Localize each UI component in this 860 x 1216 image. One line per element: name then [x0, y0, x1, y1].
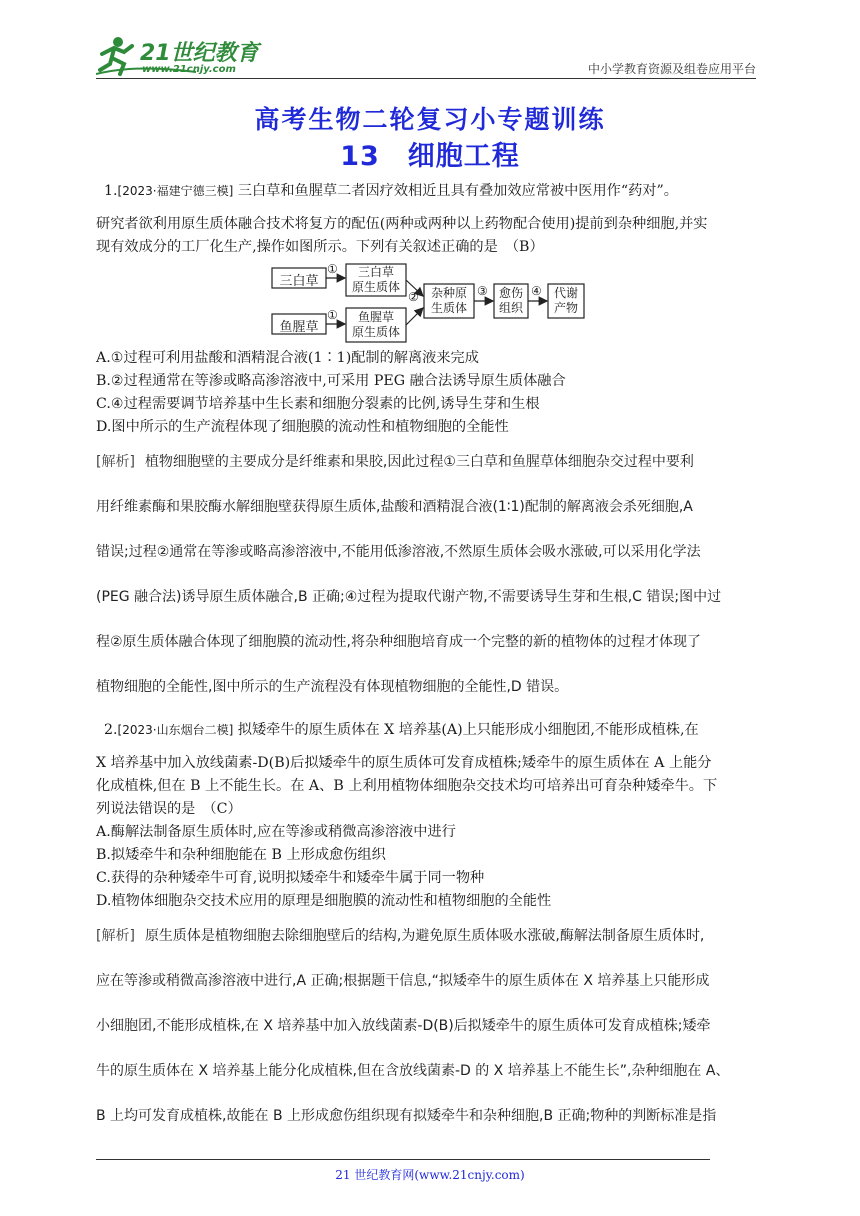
q2-option-d: D.植物体细胞杂交技术应用的原理是细胞膜的流动性和植物细胞的全能性: [96, 893, 552, 909]
q1-analysis-line-6: 植物细胞的全能性,图中所示的生产流程没有体现植物细胞的全能性,D 错误。: [96, 679, 569, 695]
q2-stem-4: 列说法错误的是 （C）: [96, 801, 242, 817]
q1-source: [2023·福建宁德三模]: [117, 184, 234, 198]
q1-stem-1: 三白草和鱼腥草二者因疗效相近且具有叠加效应常被中医用作“药对”。: [237, 183, 678, 199]
q2-option-a: A.酶解法制备原生质体时,应在等渗或稍微高渗溶液中进行: [96, 824, 456, 840]
q1-analysis-text-1: 植物细胞壁的主要成分是纤维素和果胶,因此过程①三白草和鱼腥草体细胞杂交过程中要利: [144, 454, 694, 470]
flow-node-proto1-line1: 三白草: [357, 265, 394, 279]
flow-node-product-line2: 产物: [553, 301, 578, 315]
q1-analysis-line-1: [96, 452, 694, 472]
logo-url: www.21cnjy.com: [142, 64, 236, 75]
q2-line1: [104, 721, 699, 739]
page-subtitle: 13 细胞工程: [340, 141, 520, 172]
q2-stem-1: 拟矮牵牛的原生质体在 X 培养基(A)上只能形成小细胞团,不能形成植株,在: [237, 722, 699, 738]
header-platform-text: 中小学教育资源及组卷应用平台: [587, 62, 756, 76]
header-divider: [96, 78, 756, 79]
flow-node-proto1-line2: 原生质体: [351, 280, 400, 294]
flow-step-1-bottom: ①: [327, 308, 338, 322]
q1-analysis-line-2: 用纤维素酶和果胶酶水解细胞壁获得原生质体,盐酸和酒精混合液(1∶1)配制的解离液会杀死细胞,A: [96, 499, 693, 515]
q1-option-b: B.②过程通常在等渗或略高渗溶液中,可采用 PEG 融合法诱导原生质体融合: [96, 373, 566, 389]
flow-node-hybrid: [424, 286, 474, 316]
flow-node-hybrid-line1: 杂种原: [430, 286, 467, 300]
q2-analysis-line-1: [96, 926, 704, 946]
q2-analysis-text-1: 原生质体是植物细胞去除细胞壁后的结构,为避免原生质体吸水涨破,酶解法制备原生质体时,: [144, 928, 705, 944]
flow-node-sanbaicao: 三白草: [279, 274, 319, 289]
footer-text: 21 世纪教育网(www.21cnjy.com): [335, 1168, 525, 1182]
q2-option-b: B.拟矮牵牛和杂种细胞能在 B 上形成愈伤组织: [96, 847, 386, 863]
flow-node-proto2-line1: 鱼腥草: [357, 310, 394, 324]
flow-node-callus: [494, 286, 528, 316]
flow-step-2: ②: [408, 290, 419, 304]
q1-analysis-line-3: 错误;过程②通常在等渗或略高渗溶液中,不能用低渗溶液,不然原生质体会吸水涨破,可以采用化学法: [96, 544, 701, 560]
flow-step-3: ③: [477, 284, 488, 298]
flow-step-4: ④: [531, 284, 542, 298]
q1-stem-3: 现有效成分的工厂化生产,操作如图所示。下列有关叙述正确的是 （B）: [96, 239, 544, 255]
flow-node-yuxingcao: 鱼腥草: [279, 320, 319, 335]
q1-stem-2: 研究者欲利用原生质体融合技术将复方的配伍(两种或两种以上药物配合使用)提前到杂种细胞,并实: [96, 216, 708, 232]
q2-number: 2.: [104, 722, 118, 738]
process-flowchart: [268, 262, 598, 346]
flow-node-callus-line1: 愈伤: [498, 286, 523, 300]
site-logo: [96, 34, 266, 78]
q2-analysis-line-5: B 上均可发育成植株,故能在 B 上形成愈伤组织现有拟矮牵牛和杂种细胞,B 正确;物种的判断标准是指: [96, 1108, 717, 1124]
flow-step-1-top: ①: [327, 262, 338, 276]
flow-node-hybrid-line2: 生质体: [430, 301, 467, 315]
q1-number: 1.: [104, 183, 118, 199]
q1-analysis-label: [解析]: [96, 454, 135, 470]
q1-option-c: C.④过程需要调节培养基中生长素和细胞分裂素的比例,诱导生芽和生根: [96, 396, 540, 412]
flow-node-product: [548, 286, 584, 316]
flow-node-proto2: [346, 310, 406, 340]
q2-analysis-line-2: 应在等渗或稍微高渗溶液中进行,A 正确;根据题干信息,“拟矮牵牛的原生质体在 X 培养基上只能形成: [96, 973, 710, 989]
flow-node-proto2-line2: 原生质体: [351, 325, 400, 339]
page-title: 高考生物二轮复习小专题训练: [254, 105, 606, 134]
flow-node-proto1: [346, 265, 406, 295]
q2-analysis-label: [解析]: [96, 928, 135, 944]
q2-option-c: C.获得的杂种矮牵牛可育,说明拟矮牵牛和矮牵牛属于同一物种: [96, 870, 485, 886]
q2-analysis-line-3: 小细胞团,不能形成植株,在 X 培养基中加入放线菌素-D(B)后拟矮牵牛的原生质体可发育成植株;矮牵: [96, 1018, 711, 1034]
q1-line1: [104, 182, 678, 200]
q2-source: [2023·山东烟台二模]: [117, 723, 234, 737]
q1-analysis-line-4: (PEG 融合法)诱导原生质体融合,B 正确;④过程为提取代谢产物,不需要诱导生芽和生根,C 错误;图中过: [96, 589, 722, 605]
flow-node-callus-line2: 组织: [498, 301, 523, 315]
q1-option-a: A.①过程可利用盐酸和酒精混合液(1∶1)配制的解离液来完成: [96, 350, 479, 366]
flow-node-product-line1: 代谢: [553, 286, 578, 300]
q2-stem-3: 化成植株,但在 B 上不能生长。在 A、B 上利用植物体细胞杂交技术均可培养出可育杂种矮牵牛。下: [96, 778, 718, 794]
footer-divider: [96, 1159, 710, 1160]
q2-stem-2: X 培养基中加入放线菌素-D(B)后拟矮牵牛的原生质体可发育成植株;矮牵牛的原生质体在 A 上能分: [96, 755, 712, 771]
logo-text: 21世纪教育: [140, 41, 259, 66]
q2-analysis-line-4: 牛的原生质体在 X 培养基上能分化成植株,但在含放线菌素-D 的 X 培养基上不能生长”,杂种细胞在 A、: [96, 1063, 730, 1079]
q1-option-d: D.图中所示的生产流程体现了细胞膜的流动性和植物细胞的全能性: [96, 419, 509, 435]
q1-analysis-line-5: 程②原生质体融合体现了细胞膜的流动性,将杂种细胞培育成一个完整的新的植物体的过程才体现了: [96, 634, 701, 650]
